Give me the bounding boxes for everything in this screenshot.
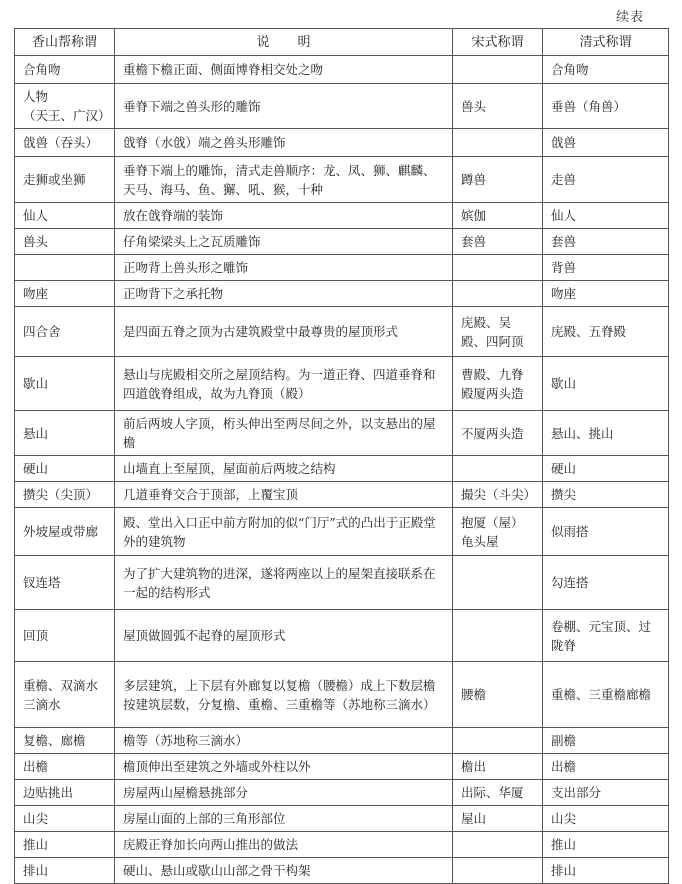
cell-qing-term: 悬山、挑山 bbox=[543, 411, 669, 456]
table-row bbox=[15, 556, 669, 610]
table-row bbox=[15, 229, 669, 255]
header-qing-term: 清式称谓 bbox=[543, 29, 669, 56]
table-row bbox=[15, 456, 669, 482]
cell-xiangshan-term: 戗兽（吞头） bbox=[15, 129, 115, 157]
cell-xiangshan-term: 歇山 bbox=[15, 357, 115, 411]
cell-song-term bbox=[453, 56, 543, 84]
table-row bbox=[15, 858, 669, 884]
cell-xiangshan-term: 兽头 bbox=[15, 229, 115, 255]
cell-xiangshan-term: 重檐、双滴水 三滴水 bbox=[15, 662, 115, 728]
cell-xiangshan-term: 复檐、廊檐 bbox=[15, 728, 115, 754]
cell-song-term: 檐出 bbox=[453, 754, 543, 780]
cell-xiangshan-term: 吻座 bbox=[15, 281, 115, 307]
cell-xiangshan-term: 走狮或坐狮 bbox=[15, 157, 115, 203]
cell-description: 戗脊（水戗）端之兽头形雕饰 bbox=[115, 129, 453, 157]
cell-xiangshan-term: 出檐 bbox=[15, 754, 115, 780]
continued-label: 续表 bbox=[615, 10, 644, 25]
table-row bbox=[15, 482, 669, 508]
cell-description: 庑殿正脊加长向两山推出的做法 bbox=[115, 832, 453, 858]
cell-xiangshan-term: 悬山 bbox=[15, 411, 115, 456]
cell-qing-term: 走兽 bbox=[543, 157, 669, 203]
cell-xiangshan-term: 排山 bbox=[15, 858, 115, 884]
cell-description: 垂脊下端上的雕饰，清式走兽顺序：龙、凤、狮、麒麟、天马、海马、鱼、獬、吼、猴，十种 bbox=[115, 157, 453, 203]
cell-song-term bbox=[453, 456, 543, 482]
cell-xiangshan-term: 回顶 bbox=[15, 610, 115, 662]
cell-xiangshan-term: 钗连塔 bbox=[15, 556, 115, 610]
table-row bbox=[15, 255, 669, 281]
cell-song-term: 嫔伽 bbox=[453, 203, 543, 229]
cell-qing-term: 排山 bbox=[543, 858, 669, 884]
cell-description: 仔角梁梁头上之瓦质雕饰 bbox=[115, 229, 453, 255]
cell-description: 檐顶伸出至建筑之外墙或外柱以外 bbox=[115, 754, 453, 780]
header-song-term: 宋式称谓 bbox=[453, 29, 543, 56]
cell-description: 山墙直上至屋顶，屋面前后两坡之结构 bbox=[115, 456, 453, 482]
cell-description: 檐等（苏地称三滴水） bbox=[115, 728, 453, 754]
table-row bbox=[15, 662, 669, 728]
table-row bbox=[15, 203, 669, 229]
cell-qing-term: 勾连搭 bbox=[543, 556, 669, 610]
table-body bbox=[15, 56, 669, 884]
table-row bbox=[15, 508, 669, 556]
header-description: 说明 bbox=[115, 29, 453, 56]
cell-xiangshan-term: 仙人 bbox=[15, 203, 115, 229]
cell-qing-term: 戗兽 bbox=[543, 129, 669, 157]
table-row bbox=[15, 754, 669, 780]
cell-song-term: 抱厦（屋）龟头屋 bbox=[453, 508, 543, 556]
cell-xiangshan-term: 攒尖（尖顶） bbox=[15, 482, 115, 508]
cell-song-term: 套兽 bbox=[453, 229, 543, 255]
cell-xiangshan-term: 外坡屋或带廊 bbox=[15, 508, 115, 556]
cell-qing-term: 庑殿、五脊殿 bbox=[543, 307, 669, 357]
cell-song-term: 腰檐 bbox=[453, 662, 543, 728]
cell-qing-term: 攒尖 bbox=[543, 482, 669, 508]
cell-description: 硬山、悬山或歇山山部之骨干构架 bbox=[115, 858, 453, 884]
cell-qing-term: 推山 bbox=[543, 832, 669, 858]
table-row bbox=[15, 84, 669, 129]
cell-xiangshan-term: 合角吻 bbox=[15, 56, 115, 84]
cell-song-term bbox=[453, 832, 543, 858]
cell-song-term bbox=[453, 610, 543, 662]
cell-description: 前后两坡人字顶，桁头伸出至两尽间之外，以支悬出的屋檐 bbox=[115, 411, 453, 456]
table-row bbox=[15, 157, 669, 203]
cell-description: 是四面五脊之顶为古建筑殿堂中最尊贵的屋顶形式 bbox=[115, 307, 453, 357]
cell-xiangshan-term: 硬山 bbox=[15, 456, 115, 482]
cell-description: 房屋两山屋檐悬挑部分 bbox=[115, 780, 453, 806]
table-header-row bbox=[15, 29, 669, 56]
cell-qing-term: 合角吻 bbox=[543, 56, 669, 84]
cell-song-term: 曹殿、九脊殿厦两头造 bbox=[453, 357, 543, 411]
table-row bbox=[15, 307, 669, 357]
cell-description: 殿、堂出入口正中前方附加的似“门厅”式的凸出于正殿堂外的建筑物 bbox=[115, 508, 453, 556]
cell-description: 房屋山面的上部的三角形部位 bbox=[115, 806, 453, 832]
table-row bbox=[15, 780, 669, 806]
cell-xiangshan-term: 山尖 bbox=[15, 806, 115, 832]
cell-description: 正吻背下之承托物 bbox=[115, 281, 453, 307]
cell-xiangshan-term: 四合舍 bbox=[15, 307, 115, 357]
cell-song-term: 出际、华厦 bbox=[453, 780, 543, 806]
table-row bbox=[15, 411, 669, 456]
cell-qing-term: 仙人 bbox=[543, 203, 669, 229]
cell-song-term: 兽头 bbox=[453, 84, 543, 129]
cell-xiangshan-term: 人物 （天王、广汉） bbox=[15, 84, 115, 129]
cell-qing-term: 吻座 bbox=[543, 281, 669, 307]
cell-song-term: 撮尖（斗尖） bbox=[453, 482, 543, 508]
cell-description: 多层建筑，上下层有外廊复以复檐（腰檐）成上下数层檐按建筑层数，分复檐、重檐、三重檐等（苏地称三滴水） bbox=[115, 662, 453, 728]
cell-qing-term: 硬山 bbox=[543, 456, 669, 482]
cell-qing-term: 套兽 bbox=[543, 229, 669, 255]
table-row bbox=[15, 129, 669, 157]
header-xiangshan-term: 香山帮称谓 bbox=[15, 29, 115, 56]
cell-xiangshan-term: 推山 bbox=[15, 832, 115, 858]
terminology-table bbox=[14, 28, 669, 884]
cell-qing-term: 副檐 bbox=[543, 728, 669, 754]
cell-song-term bbox=[453, 129, 543, 157]
cell-song-term bbox=[453, 556, 543, 610]
cell-qing-term: 垂兽（角兽） bbox=[543, 84, 669, 129]
cell-song-term: 蹲兽 bbox=[453, 157, 543, 203]
cell-song-term: 屋山 bbox=[453, 806, 543, 832]
table-row bbox=[15, 357, 669, 411]
cell-song-term bbox=[453, 858, 543, 884]
table-row bbox=[15, 832, 669, 858]
cell-description: 放在戗脊端的装饰 bbox=[115, 203, 453, 229]
cell-xiangshan-term bbox=[15, 255, 115, 281]
cell-description: 为了扩大建筑物的进深，遂将两座以上的屋架直接联系在一起的结构形式 bbox=[115, 556, 453, 610]
cell-qing-term: 卷棚、元宝顶、过陇脊 bbox=[543, 610, 669, 662]
cell-description: 屋顶做圆弧不起脊的屋顶形式 bbox=[115, 610, 453, 662]
cell-qing-term: 支出部分 bbox=[543, 780, 669, 806]
cell-qing-term: 重檐、三重檐廊檐 bbox=[543, 662, 669, 728]
cell-description: 正吻背上兽头形之雕饰 bbox=[115, 255, 453, 281]
table-row bbox=[15, 56, 669, 84]
cell-qing-term: 出檐 bbox=[543, 754, 669, 780]
cell-qing-term: 歇山 bbox=[543, 357, 669, 411]
cell-song-term bbox=[453, 281, 543, 307]
cell-description: 几道垂脊交合于顶部，上覆宝顶 bbox=[115, 482, 453, 508]
table-row bbox=[15, 610, 669, 662]
cell-description: 垂脊下端之兽头形的雕饰 bbox=[115, 84, 453, 129]
cell-song-term bbox=[453, 255, 543, 281]
cell-qing-term: 背兽 bbox=[543, 255, 669, 281]
cell-description: 悬山与庑殿相交所之屋顶结构。为一道正脊、四道垂脊和四道戗脊组成，故为九脊顶（殿） bbox=[115, 357, 453, 411]
cell-qing-term: 似雨搭 bbox=[543, 508, 669, 556]
cell-song-term bbox=[453, 728, 543, 754]
cell-description: 重檐下檐正面、侧面博脊相交处之吻 bbox=[115, 56, 453, 84]
cell-xiangshan-term: 边贴挑出 bbox=[15, 780, 115, 806]
table-row bbox=[15, 806, 669, 832]
table-row bbox=[15, 281, 669, 307]
cell-song-term: 不厦两头造 bbox=[453, 411, 543, 456]
table-row bbox=[15, 728, 669, 754]
cell-qing-term: 山尖 bbox=[543, 806, 669, 832]
cell-song-term: 庑殿、吴殿、四阿顶 bbox=[453, 307, 543, 357]
